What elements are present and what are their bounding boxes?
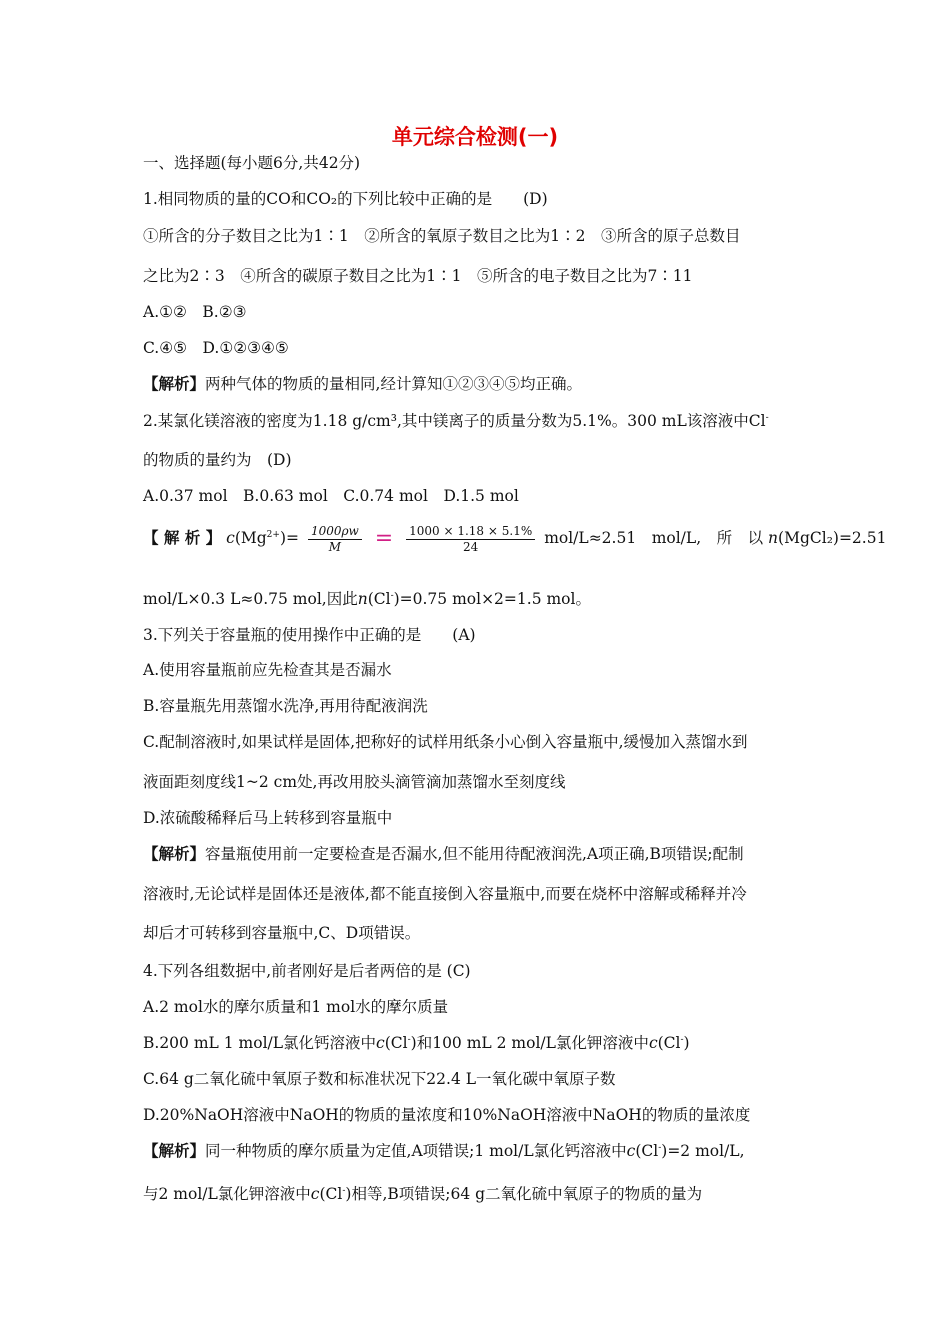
q4-option-d: D.20%NaOH溶液中NaOH的物质的量浓度和10%NaOH溶液中NaOH的物质的量浓度	[143, 1106, 751, 1124]
q4-an1-text: 同一种物质的摩尔质量为定值,A项错误;1 mol/L氯化钙溶液中	[205, 1142, 627, 1160]
q4-analysis-line1	[143, 1140, 745, 1162]
q2-stem-text: 2.某氯化镁溶液的密度为1.18 g/cm³,其中镁离子的质量分数为5.1%。300 mL该溶液中Cl	[143, 412, 766, 430]
fraction-denominator: 24	[463, 539, 479, 554]
q4-optb-text: B.200 mL 1 mol/L氯化钙溶液中	[143, 1034, 377, 1052]
q3-analysis-line1	[143, 843, 744, 865]
superscript: -	[390, 590, 394, 601]
q2-result-text: mol/L≈2.51 mol/L, 所 以	[544, 529, 769, 547]
analysis-tag: 【 解 析 】	[143, 528, 222, 547]
var-n: n	[768, 529, 779, 547]
var-c: c	[376, 1034, 385, 1052]
analysis-tag: 【解析】	[143, 374, 206, 393]
superscript: -	[658, 1142, 662, 1153]
q4-option-b	[143, 1032, 690, 1054]
q4-optb-cl2: (Cl	[657, 1034, 681, 1052]
q3-analysis-line3: 却后才可转移到容量瓶中,C、D项错误。	[143, 924, 421, 942]
q4-option-c: C.64 g二氧化硫中氧原子数和标准状况下22.4 L一氧化碳中氧原子数	[143, 1070, 616, 1088]
q1-statements-line2: 之比为2∶3 ④所含的碳原子数目之比为1∶1 ⑤所含的电子数目之比为7∶11	[143, 267, 693, 285]
var-c: c	[226, 529, 235, 547]
q4-an2-cl: (Cl	[319, 1185, 343, 1203]
q1-stem: 1.相同物质的量的CO和CO₂的下列比较中正确的是 (D)	[143, 190, 548, 208]
equals-sign: =	[374, 526, 394, 551]
fraction-numeric	[406, 524, 535, 555]
q3-option-c-line2: 液面距刻度线1~2 cm处,再改用胶头滴管滴加蒸馏水至刻度线	[143, 773, 566, 791]
fraction-numerator: 1000ρw	[308, 524, 362, 540]
var-n: n	[357, 590, 368, 608]
q2-analysis-line2	[143, 588, 591, 610]
q1-options-cd: C.④⑤ D.①②③④⑤	[143, 339, 289, 357]
q3-stem: 3.下列关于容量瓶的使用操作中正确的是 (A)	[143, 626, 476, 644]
q4-optb-close: )	[683, 1034, 690, 1052]
page-title: 单元综合检测(一)	[391, 125, 559, 149]
q2-eq: )=	[279, 529, 299, 547]
fraction-numerator: 1000 × 1.18 × 5.1%	[406, 524, 535, 540]
q2-line3b: (Cl	[367, 590, 391, 608]
var-c: c	[648, 1034, 658, 1052]
q1-analysis	[143, 373, 582, 395]
analysis-tag: 【解析】	[143, 1141, 206, 1160]
fraction-formula	[308, 524, 362, 555]
q2-stem-line2: 的物质的量约为 (D)	[143, 451, 292, 469]
q1-options-ab: A.①② B.②③	[143, 303, 247, 321]
q2-result-text2: (MgCl₂)=2.51	[778, 529, 887, 547]
q4-an1-cl: (Cl	[635, 1142, 659, 1160]
q2-stem-line1	[143, 410, 769, 432]
q3-option-d: D.浓硫酸稀释后马上转移到容量瓶中	[143, 809, 393, 827]
superscript: -	[407, 1034, 411, 1045]
q2-analysis-line1	[143, 520, 886, 557]
q2-mg: (Mg	[234, 529, 267, 547]
analysis-tag: 【解析】	[143, 844, 206, 863]
fraction-denominator: M	[328, 539, 342, 554]
q3-option-c-line1: C.配制溶液时,如果试样是固体,把称好的试样用纸条小心倒入容量瓶中,缓慢加入蒸馏水到	[143, 733, 748, 751]
q4-stem: 4.下列各组数据中,前者刚好是后者两倍的是 (C)	[143, 962, 471, 980]
var-c: c	[626, 1142, 636, 1160]
superscript: -	[680, 1034, 684, 1045]
q2-options: A.0.37 mol B.0.63 mol C.0.74 mol D.1.5 mol	[143, 487, 519, 505]
q2-line3c: )=0.75 mol×2=1.5 mol。	[393, 590, 591, 608]
q4-an1-text2: )=2 mol/L,	[661, 1142, 745, 1160]
superscript: -	[765, 412, 769, 423]
section-heading: 一、选择题(每小题6分,共42分)	[143, 154, 361, 172]
q2-line3a: mol/L×0.3 L≈0.75 mol,因此	[143, 590, 358, 608]
q4-an2-text2: )相等,B项错误;64 g二氧化硫中氧原子的物质的量为	[345, 1185, 703, 1203]
superscript: -	[342, 1185, 346, 1196]
q4-optb-text2: )和100 mL 2 mol/L氯化钾溶液中	[410, 1034, 649, 1052]
q4-an2-text: 与2 mol/L氯化钾溶液中	[143, 1185, 311, 1203]
q1-statements-line1: ①所含的分子数目之比为1∶1 ②所含的氧原子数目之比为1∶2 ③所含的原子总数目	[143, 227, 741, 245]
superscript: 2+	[266, 529, 280, 540]
q4-analysis-line2	[143, 1183, 702, 1205]
q1-analysis-text: 两种气体的物质的量相同,经计算知①②③④⑤均正确。	[205, 375, 582, 393]
var-c: c	[310, 1185, 320, 1203]
q4-optb-cl: (Cl	[384, 1034, 408, 1052]
q3-analysis-text: 容量瓶使用前一定要检查是否漏水,但不能用待配液润洗,A项正确,B项错误;配制	[205, 845, 744, 863]
q3-option-a: A.使用容量瓶前应先检查其是否漏水	[143, 661, 392, 679]
q3-analysis-line2: 溶液时,无论试样是固体还是液体,都不能直接倒入容量瓶中,而要在烧杯中溶解或稀释并冷	[143, 885, 747, 903]
q3-option-b: B.容量瓶先用蒸馏水洗净,再用待配液润洗	[143, 697, 428, 715]
q4-option-a: A.2 mol水的摩尔质量和1 mol水的摩尔质量	[143, 998, 449, 1016]
